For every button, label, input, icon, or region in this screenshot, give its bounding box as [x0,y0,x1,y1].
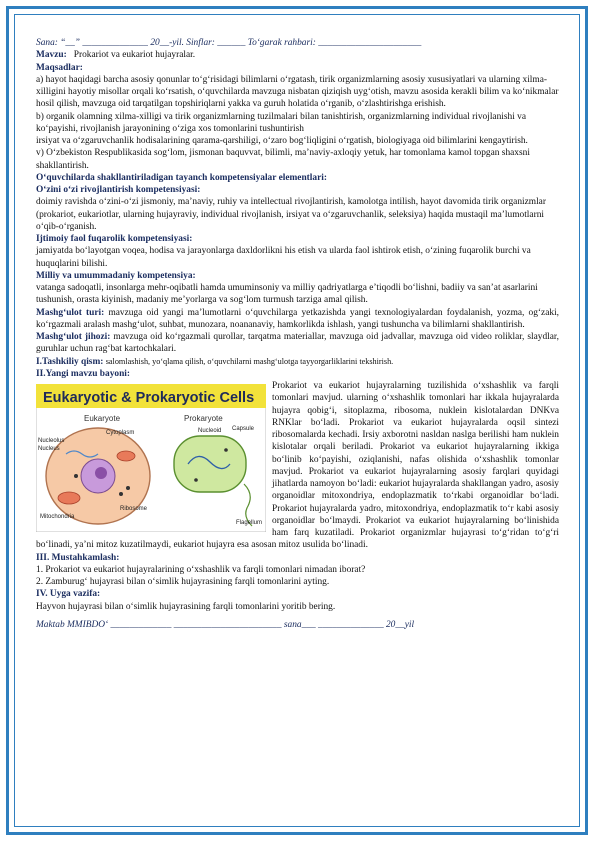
eukaryote-label: Eukaryote [84,414,121,423]
cells-diagram [36,384,266,532]
figure-label-mitochondria: Mitochondria [40,514,75,520]
homework-text: Hayvon hujayrasi bilan o‘simlik hujayrasining farqli tomonlarini yoritib bering. [36,601,336,612]
topic-line [36,49,559,61]
footer-line: Maktab MMIBDO‘ _____________ _______________________ sana___ ______________ 20__yil [36,619,415,630]
competencies-heading: O‘quvchilarda shakllantiriladigan tayanch kompetensiyalar elementlari: [36,172,327,183]
ribosome-dot [126,486,130,490]
goals-heading: Maqsadlar: [36,62,83,73]
organizational-label: I.Tashkiliy qism: [36,356,104,367]
new-topic-text: Prokariot va eukariot hujayralarning tuzilishida o‘xshashlik va farqli tomonlari mavjud. ularning o‘xshashlik tomonlari har ikkala hujayralarda hujayra qobig‘i, sitoplazma, ribosoma, nuklein kislotalardan DNKva RNKlar bo‘ladi. Prokariot va eukariot hujayralarda oqsil sintezi ribosomalarda kechadi. Irsiy axborotni nasldan naslga berilishi ham nuklein kislotalar orqali beriladi. Prokariot va eukariot hujayralarning ikkiga bo‘linib ko‘payishi, oziqlanishi, nafas olishida o‘xshashlik tomonlar mavjud. Prokariot va eukariot hujayralarning asosiy farqlari quyidagi jihatlarda namoyon bo‘ladi: eukariot hujayralarda shakllangan yadro, asosiy organoidlar mitoxondriya, endoplazmatik to‘rkabi organoidlar bo‘ladi. Prokariot hujayralarda yadro, mitoxondriya, endoplazmatik to‘r kabi asosiy organoidlar bo‘lmaydi. Prokariot va eukariot hujayralarning bo‘linishida ham farq kuzatiladi. Prokariot organizmlar hujayrasi to‘g‘ridan to‘g‘ri bo‘linadi, ya’ni mitoz kuzatilmaydi, eukariot hujayra esa asosan mitoz usulida bo‘linadi. [36,381,559,551]
goal-b-continued: irsiyat va o‘zgaruvchanlik hodisalarining qarama-qarshiligi, o‘zaro bog‘liqligini o‘rgatish, biologiyaga oid bilimlarini kengaytirish. [36,136,528,146]
topic-text: Prokariot va eukariot hujayralar. [73,50,196,61]
figure-label-capsule: Capsule [232,426,255,432]
figure-label-nucleolus: Nucleolus [38,438,65,444]
cultural-text: vatanga sadoqatli, insonlarga mehr-oqibatli hamda umuminsoniy va milliy qadriyatlarga e’tiqodli bo‘lishni, badiiy va san’at asarlarini tushunish, orasta kiyinish, madaniy me’yorlarga va sog‘lom turmush tarziga amal qilish. [36,283,538,306]
nucleolus-shape [95,467,107,479]
lesson-type-text: mavzuga oid yangi ma’lumotlarni o‘quvchilarga yetkazishda yangi texnologiyalardan foydalanish, yozma, og‘zaki, ko‘rgazmali aralash mashg‘ulot, suhbat, munozara, noananaviy, hamkorlikda ishlash, yangi tushuncha va bilimlarni shakllantirish. [36,307,560,330]
homework-heading: IV. Uyga vazifa: [36,589,101,600]
reinforcement-heading: III. Mustahkamlash: [36,552,120,563]
organizational-text: salomlashish, yo‘qlama qilish, o‘quvchilarni mashg‘ulotga tayyorgarliklarini tekshirish. [105,356,394,366]
prokaryote-label: Prokaryote [184,414,223,423]
header-line: Sana: “__” ______________ 20__-yil. Sinflar: ______ To‘garak rahbari: ______________________ [36,38,422,48]
goal-v: v) O‘zbekiston Respublikasida sog‘lom, jismonan baquvvat, bilimli, ma’naviy-axloqiy yetuk, har tomonlama kamol topgan shaxsni shakllantirish. [36,148,530,171]
figure-label-flagellum: Flagellum [236,520,263,526]
organizational-part [36,356,559,368]
civic-heading: Ijtimoiy faol fuqarolik kompetensiyasi: [36,234,193,244]
figure-label-ribosome: Ribosome [120,506,148,512]
ribosome-dot [119,492,123,496]
ribosome-dot [194,478,198,482]
new-topic-heading: II.Yangi mavzu bayoni: [36,368,131,379]
civic-text: jamiyatda bo‘layotgan voqea, hodisa va jarayonlarga daxldorlikni his etish va ularda faol ishtirok etish, o‘zining fuqarolik burchi va huquqlarini bilishi. [36,246,531,269]
lesson-equipment [36,331,559,356]
lesson-type [36,307,559,332]
ribosome-dot [74,474,78,478]
reinforcement-question-2: 2. Zamburug‘ hujayrasi bilan o‘simlik hujayrasining farqli tomonlarini ayting. [36,577,330,587]
cells-figure [36,384,266,532]
self-development-text: doimiy ravishda o‘zini-o‘zi jismoniy, ma’naviy, ruhiy va intellectual rivojlantirish, kamolotga intilish, hayot davomida tirik organizmlar (prokariot, eukariotlar, ularning hujayraviy, individual rivojlanish, irsiyat va o‘zgaruvchanlik, seleksiya) haqida mustaqil ma’lumotlarni o‘qib-o‘rganish. [36,197,546,232]
figure-title: Eukaryotic & Prokaryotic Cells [43,390,255,406]
cultural-heading: Milliy va umummadaniy kompetensiya: [36,270,196,281]
self-development-heading: O‘zini o‘zi rivojlantirish kompetensiyasi: [36,185,201,195]
lesson-equipment-label: Mashg‘ulot jihozi: [36,332,111,342]
figure-label-nucleoid: Nucleoid [198,428,222,434]
figure-label-nucleus: Nucleus [38,446,60,452]
goal-a: a) hayot haqidagi barcha asosiy qonunlar to‘g‘risidagi bilimlarni o‘rgatash, tirik organizmlarning asosiy xususiyatlari va ularning xilma-xilligini hayotiy misollar orqali ko‘rsatish, o‘quvchilarda mavzuga nisbatan qiziqish uyg‘otish, mavzu asosida kerakli bilim va ko‘nikmalar hosil qilish, mavzuga oid tarqatilgan topshiriqlarni yakka va guruh holatida o‘rganib, o‘zlashtirishga erishish. [36,74,559,110]
topic-label: Mavzu: [36,50,67,61]
figure-label-cytoplasm: Cytoplasm [106,430,135,436]
ribosome-dot [224,448,228,452]
lesson-equipment-text: mavzuga oid ko‘rgazmali qurollar, tarqatma materiallar, mavzuga oid jadvallar, mavzuga oid video roliklar, slaydlar, guruhlar uchun rag‘bat kartochkalari. [36,332,559,355]
mitochondria-shape [58,492,80,504]
document-body [36,37,559,631]
prokaryotic-cell [174,436,246,492]
mitochondria-shape-2 [117,451,135,461]
goal-b: b) organik olamning xilma-xilligi va tirik organizmlarning tuzilmalari bilan tanishtirish, organizmlarning individual rivojlanishi va ko‘payishi, rivojlanish jarayonining o‘ziga xos tomonlarini tushuntirish [36,111,527,134]
lesson-type-label: Mashg‘ulot turi: [36,307,105,318]
reinforcement-question-1: 1. Prokariot va eukariot hujayralarining o‘xshashlik va farqli tomonlari nimadan iborat? [36,564,366,575]
